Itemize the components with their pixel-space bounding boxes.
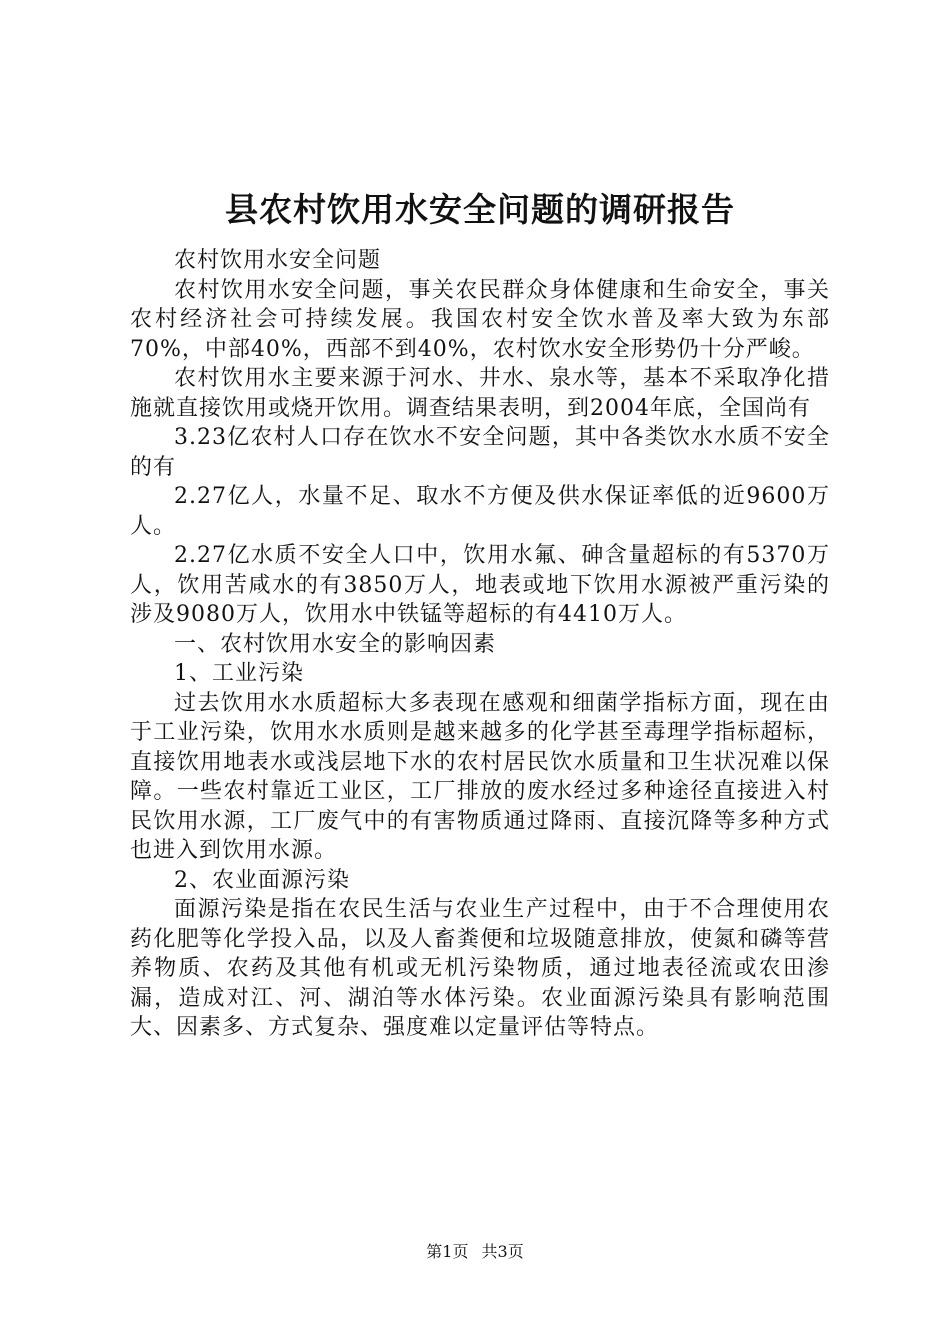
paragraph-water-sources: 农村饮用水主要来源于河水、井水、泉水等，基本不采取净化措施就直接饮用或烧开饮用。调查结果表明，到2004年底，全国尚有 (130, 366, 830, 421)
paragraph-quality-breakdown: 2.27亿水质不安全人口中，饮用水氟、砷含量超标的有5370万人，饮用苦咸水的有3850万人，地表或地下饮用水源被严重污染的涉及9080万人，饮用水中铁锰等超标的有4410万人。 (130, 543, 830, 627)
subheading-agricultural-pollution: 2、农业面源污染 (174, 867, 350, 893)
subheading-industrial-pollution: 1、工业污染 (174, 661, 304, 686)
page-total: 共3页 (481, 1242, 524, 1261)
page-number: 第1页 (426, 1242, 469, 1261)
paragraph-section-heading: 农村饮用水安全问题 (174, 248, 382, 273)
paragraph-water-quantity: 2.27亿人，水量不足、取水不方便及供水保证率低的近9600万人。 (130, 484, 830, 539)
page-footer (0, 1241, 950, 1263)
paragraph-population-unsafe: 3.23亿农村人口存在饮水不安全问题，其中各类饮水水质不安全的有 (130, 425, 830, 480)
paragraph-intro: 农村饮用水安全问题，事关农民群众身体健康和生命安全，事关农村经济社会可持续发展。我国农村安全饮水普及率大致为东部70%，中部40%，西部不到40%，农村饮水安全形势仍十分严峻。 (130, 277, 830, 362)
document-title: 县农村饮用水安全问题的调研报告 (225, 190, 735, 229)
paragraph-industrial-pollution: 过去饮用水水质超标大多表现在感观和细菌学指标方面，现在由于工业污染，饮用水水质则是越来越多的化学甚至毒理学指标超标，直接饮用地表水或浅层地下水的农村居民饮水质量和卫生状况难以保障。一些农村靠近工业区，工厂排放的废水经过多种途径直接进入村民饮用水源，工厂废气中的有害物质通过降雨、直接沉降等多种方式也进入到饮用水源。 (130, 690, 830, 863)
document-body (130, 188, 830, 1043)
paragraph-agricultural-pollution: 面源污染是指在农民生活与农业生产过程中，由于不合理使用农药化肥等化学投入品，以及人畜粪便和垃圾随意排放，使氮和磷等营养物质、农药及其他有机或无机污染物质，通过地表径流或农田渗漏，造成对江、河、湖泊等水体污染。农业面源污染具有影响范围大、因素多、方式复杂、强度难以定量评估等特点。 (130, 897, 830, 1040)
section-heading-factors: 一、农村饮用水安全的影响因素 (174, 631, 497, 657)
